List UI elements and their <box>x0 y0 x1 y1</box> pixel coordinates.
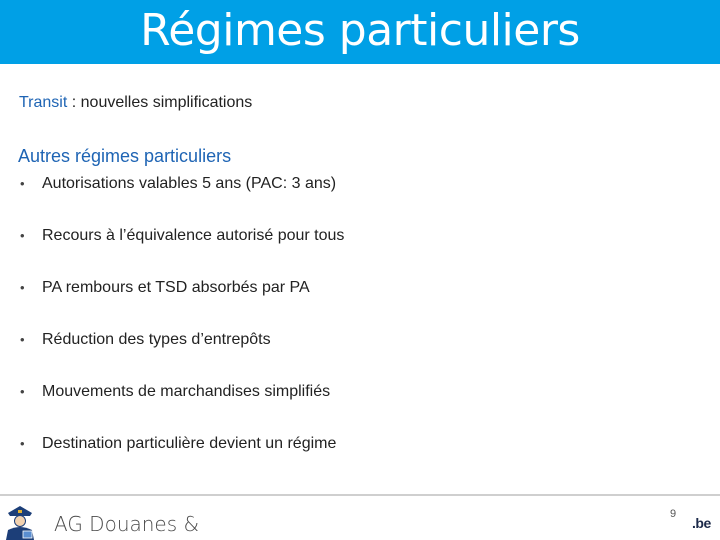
transit-description: : nouvelles simplifications <box>67 94 253 111</box>
be-logo: .be <box>692 515 711 531</box>
bullet-text: Mouvements de marchandises simplifiés <box>42 383 331 400</box>
section-heading: Autres régimes particuliers <box>18 146 232 166</box>
transit-line <box>19 94 252 112</box>
bullet-icon: • <box>20 332 25 347</box>
footer-divider <box>0 494 720 496</box>
slide-title: Régimes particuliers <box>140 5 580 56</box>
transit-keyword: Transit <box>19 94 68 111</box>
organization-name: AG Douanes & <box>54 512 200 536</box>
bullet-icon: • <box>20 176 25 191</box>
customs-officer-icon <box>0 500 40 540</box>
bullet-icon: • <box>20 228 25 243</box>
title-bar <box>0 0 720 64</box>
bullet-icon: • <box>20 384 25 399</box>
bullet-text: Recours à l’équivalence autorisé pour tous <box>42 227 345 244</box>
bullet-text: Destination particulière devient un régime <box>42 435 337 452</box>
bullet-icon: • <box>20 436 25 451</box>
bullet-text: PA rembours et TSD absorbés par PA <box>42 279 310 296</box>
bullet-text: Réduction des types d’entrepôts <box>42 331 271 348</box>
bullet-icon: • <box>20 280 25 295</box>
page-number: 9 <box>670 508 677 520</box>
bullet-text: Autorisations valables 5 ans (PAC: 3 ans) <box>42 175 337 192</box>
